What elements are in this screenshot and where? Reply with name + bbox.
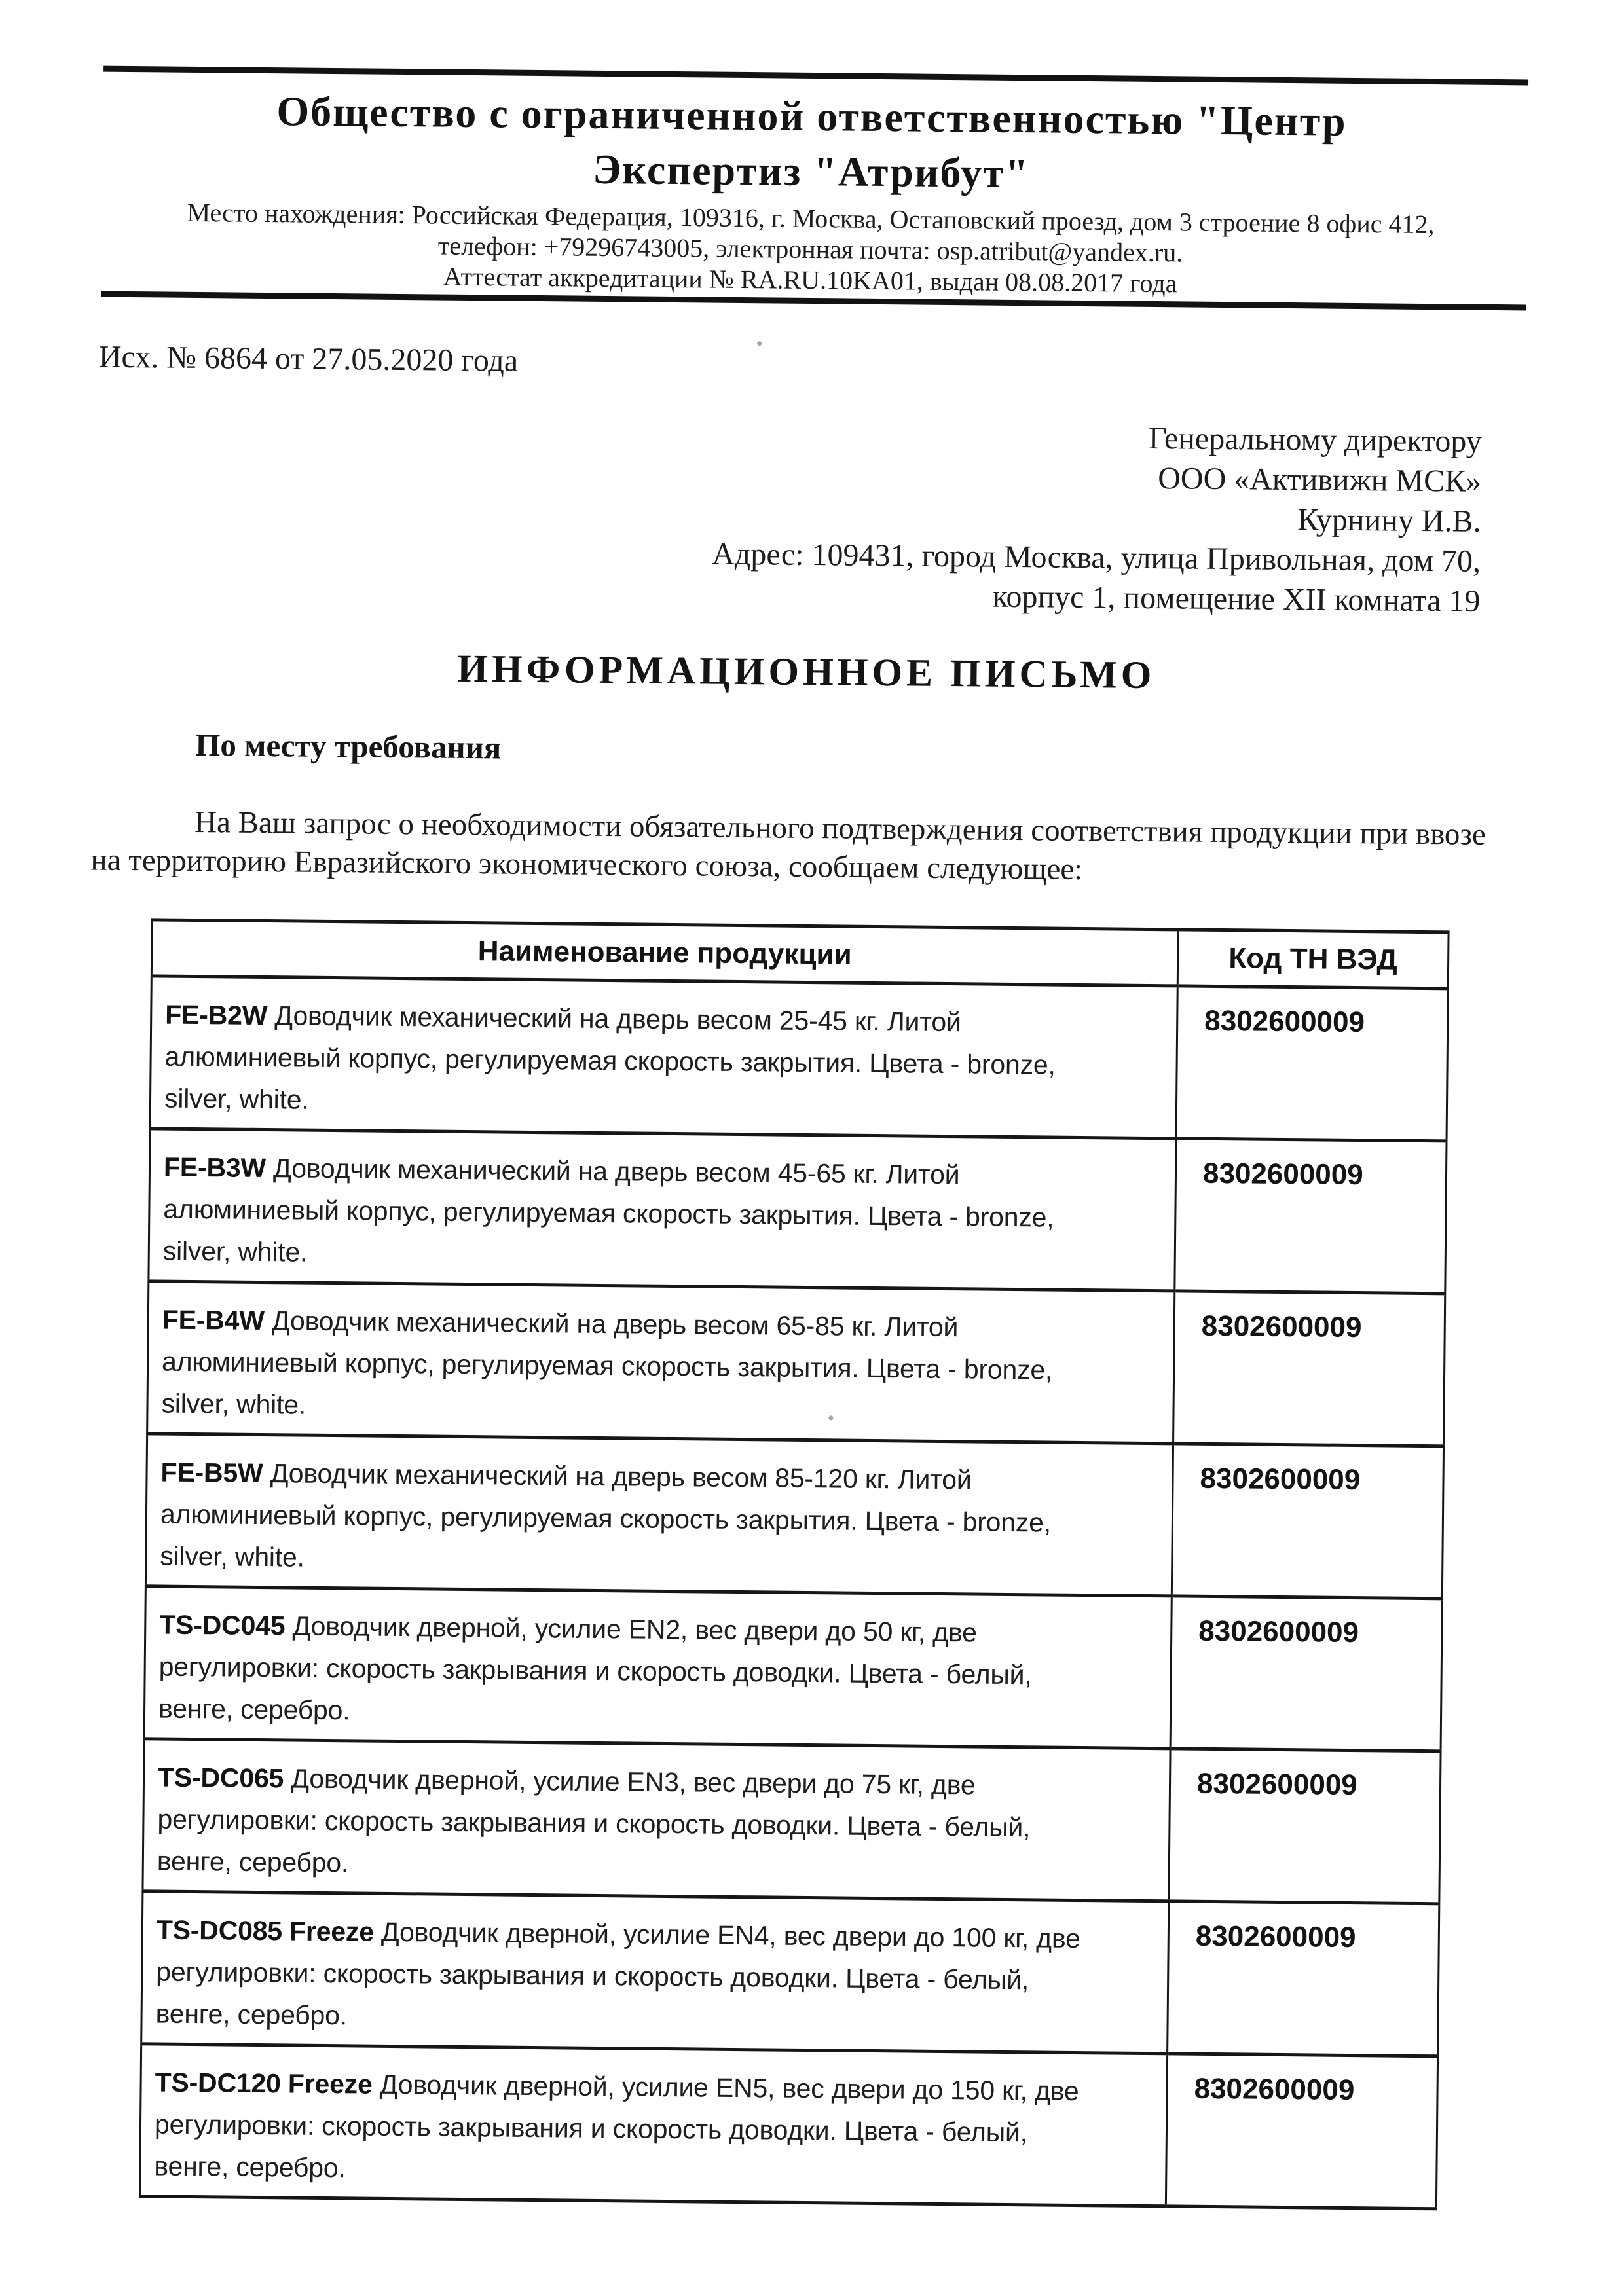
- table-row: [145, 1434, 1443, 1599]
- letterhead-address: [0, 195, 1623, 303]
- product-description: Доводчик механический на дверь весом 65-85 кг. Литой алюминиевый корпус, регулируемая скорость закрытия. Цвета - bronze, silver, white.: [161, 1305, 1053, 1420]
- tnved-code: 8302600009: [1170, 1596, 1442, 1751]
- recipient-person: Курнину И.В.: [1297, 502, 1481, 539]
- scan-speck: [828, 1415, 833, 1420]
- document-title: ИНФОРМАЦИОННОЕ ПИСЬМО: [457, 646, 1156, 697]
- product-name-cell: [150, 976, 1177, 1139]
- product-model: TS-DC085 Freeze: [156, 1914, 375, 1947]
- product-description: Доводчик механический на дверь весом 45-65 кг. Литой алюминиевый корпус, регулируемая скорость закрытия. Цвета - bronze, silver, white.: [162, 1153, 1054, 1267]
- company-name-line-1: Общество с ограниченной ответственностью "Центр: [276, 88, 1347, 145]
- tnved-code: 8302600009: [1166, 2054, 1437, 2209]
- letterhead-location-line: Место нахождения: Российская Федерация, 109316, г. Москва, Остаповский проезд, дом 3 строение 8 офис 412,: [187, 197, 1435, 240]
- product-name-cell: [144, 1586, 1172, 1749]
- tnved-code: 8302600009: [1175, 1139, 1447, 1294]
- tnved-code: 8302600009: [1172, 1444, 1443, 1599]
- tnved-code: 8302600009: [1168, 1901, 1439, 2056]
- tnved-code: 8302600009: [1169, 1749, 1441, 1904]
- letterhead-top-rule: [103, 66, 1528, 86]
- product-name-cell: [141, 1891, 1169, 2054]
- product-description: Доводчик дверной, усилие EN4, вес двери до 100 кг, две регулировки: скорость закрывания и скорость доводки. Цвета - белый, венге, серебро.: [155, 1916, 1080, 2031]
- product-model: FE-B2W: [165, 999, 268, 1031]
- scan-speck: [757, 341, 762, 346]
- table-row: [144, 1586, 1442, 1751]
- product-name-cell: [139, 2044, 1167, 2206]
- table-row: [141, 1891, 1439, 2056]
- recipient-address-line-1: Адрес: 109431, город Москва, улица Привольная, дом 70,: [712, 536, 1481, 579]
- place-of-demand-label: По месту требования: [194, 726, 502, 766]
- recipient-address-line-2: корпус 1, помещение XII комната 19: [992, 579, 1481, 619]
- intro-paragraph: На Ваш запрос о необходимости обязательного подтверждения соответствия продукции при ввозе на территорию Евразийского экономического союза, сообщаем следующее:: [90, 805, 1486, 887]
- product-model: FE-B4W: [162, 1304, 265, 1336]
- product-name-cell: [147, 1281, 1175, 1444]
- product-description: Доводчик дверной, усилие EN5, вес двери до 150 кг, две регулировки: скорость закрывания и скорость доводки. Цвета - белый, венге, серебро.: [154, 2069, 1079, 2183]
- product-description: Доводчик дверной, усилие EN2, вес двери до 50 кг, две регулировки: скорость закрывания и скорость доводки. Цвета - белый, венге, серебро.: [158, 1611, 1032, 1726]
- tnved-code: 8302600009: [1176, 986, 1448, 1141]
- product-name-cell: [149, 1129, 1176, 1291]
- product-description: Доводчик механический на дверь весом 85-120 кг. Литой алюминиевый корпус, регулируемая скорость закрытия. Цвета - bronze, silver, white.: [160, 1458, 1052, 1573]
- table-row: [139, 2044, 1437, 2209]
- product-model: FE-B5W: [160, 1457, 263, 1489]
- recipient-block: [711, 414, 1482, 621]
- product-description: Доводчик механический на дверь весом 25-45 кг. Литой алюминиевый корпус, регулируемая скорость закрытия. Цвета - bronze, silver, white.: [164, 1000, 1056, 1115]
- column-header-product-name: Наименование продукции: [151, 920, 1178, 986]
- product-name-cell: [143, 1739, 1170, 1901]
- product-description: Доводчик дверной, усилие EN3, вес двери до 75 кг, две регулировки: скорость закрывания и скорость доводки. Цвета - белый, венге, серебро.: [157, 1763, 1031, 1878]
- table-row: [147, 1281, 1445, 1446]
- outgoing-reference-line: Исх. № 6864 от 27.05.2020 года: [98, 339, 519, 378]
- recipient-company: ООО «Активижн МСК»: [1158, 461, 1482, 499]
- letterhead-accreditation-line: Аттестат аккредитации № RA.RU.10KA01, выдан 08.08.2017 года: [443, 261, 1177, 299]
- company-name-line-2: Экспертиз "Атрибут": [592, 145, 1030, 197]
- company-name: [0, 81, 1624, 207]
- letterhead-contacts-line: телефон: +79296743005, электронная почта: osp.atribut@yandex.ru.: [437, 230, 1183, 268]
- products-table: [139, 918, 1450, 2210]
- product-model: TS-DC045: [159, 1609, 286, 1641]
- product-model: TS-DC065: [157, 1762, 284, 1794]
- table-row: [149, 1129, 1447, 1294]
- table-row: [150, 976, 1448, 1141]
- tnved-code: 8302600009: [1173, 1291, 1445, 1446]
- product-model: TS-DC120 Freeze: [155, 2067, 373, 2100]
- recipient-position: Генеральному директору: [1148, 420, 1483, 459]
- product-model: FE-B3W: [163, 1152, 267, 1184]
- column-header-tnved-code: Код ТН ВЭД: [1177, 930, 1449, 989]
- product-name-cell: [145, 1434, 1173, 1596]
- table-row: [143, 1739, 1441, 1904]
